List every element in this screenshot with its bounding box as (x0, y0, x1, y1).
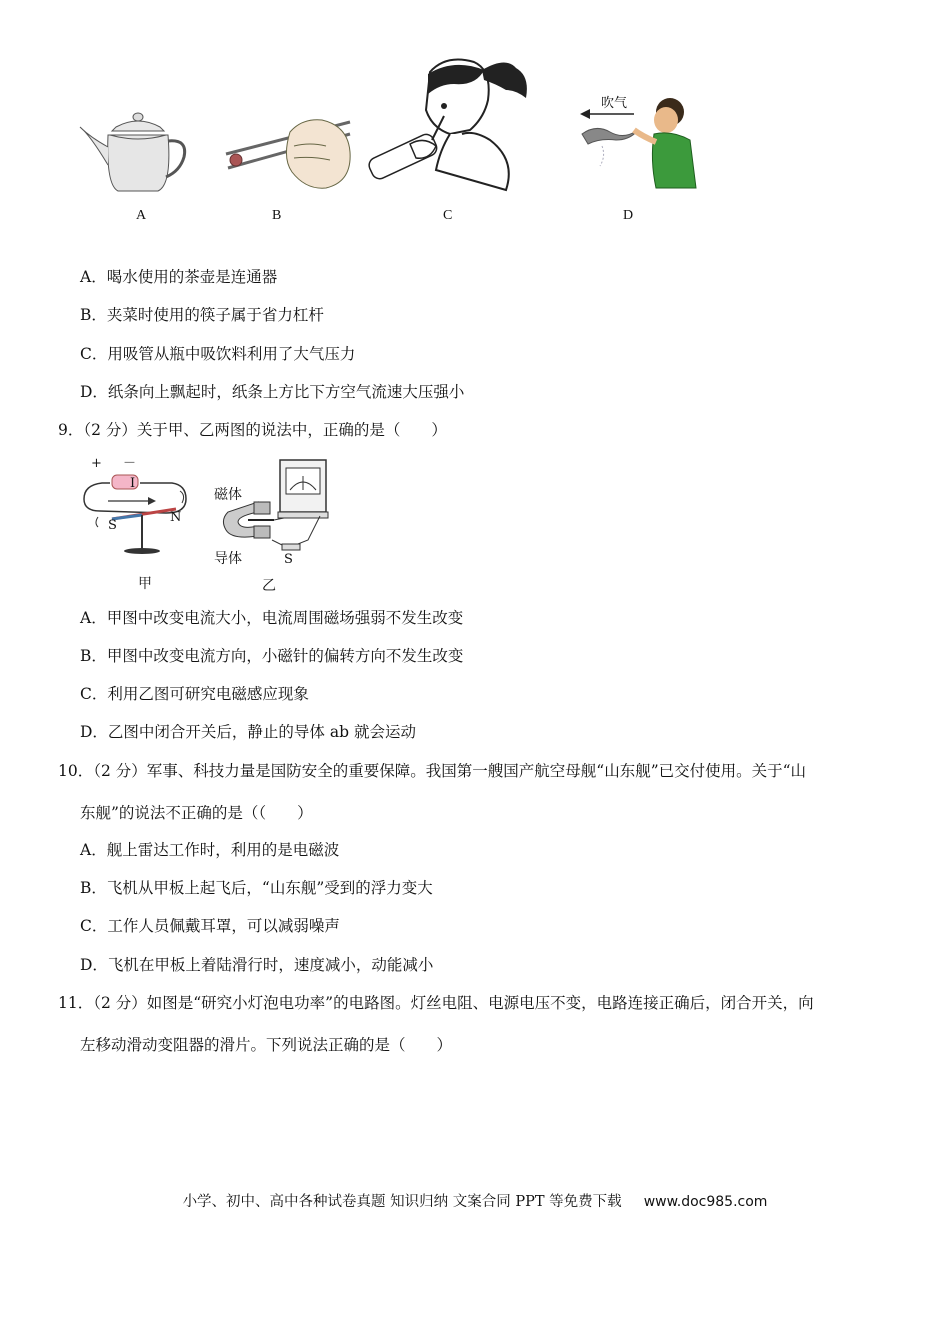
q10-option-a: A．舰上雷达工作时，利用的是电磁波 (80, 841, 340, 859)
figure-label-d: D (623, 208, 634, 223)
q8-option-d: D．纸条向上飘起时，纸条上方比下方空气流速大压强小 (80, 383, 465, 401)
magnet-label: 磁体 (214, 487, 242, 503)
q9-stem: 9．（2 分）关于甲、乙两图的说法中，正确的是（ ） (58, 421, 447, 439)
q10-stem-line2: 东舰”的说法不正确的是（（ ） (80, 804, 313, 822)
girl-drinking-figure (366, 50, 538, 200)
current-label: I (130, 476, 136, 491)
q11-stem-line1: 11．（2 分）如图是“研究小灯泡电功率”的电路图。灯丝电阻、电源电压不变，电路连接正确后，闭合开关，向 (58, 994, 814, 1012)
switch-label: S (284, 552, 293, 567)
q10-stem-line1: 10．（2 分）军事、科技力量是国防安全的重要保障。我国第一艘国产航空母舰“山东舰”已交付使用。关于“山 (58, 762, 807, 780)
figure-label-c: C (443, 208, 453, 223)
q9-option-c: C．利用乙图可研究电磁感应现象 (80, 685, 309, 703)
oersted-figure (80, 455, 200, 565)
q9-option-b: B．甲图中改变电流方向，小磁针的偏转方向不发生改变 (80, 647, 464, 665)
q8-option-b: B．夹菜时使用的筷子属于省力杠杆 (80, 306, 324, 324)
figure-jia-caption: 甲 (138, 576, 152, 592)
plus-terminal-label: + (91, 456, 102, 471)
figure-yi-caption: 乙 (262, 578, 276, 594)
q8-option-a: A．喝水使用的茶壶是连通器 (80, 268, 278, 286)
north-pole-label: N (170, 510, 182, 525)
q10-option-b: B．飞机从甲板上起飞后，“山东舰”受到的浮力变大 (80, 879, 433, 897)
page-footer (0, 1190, 950, 1211)
conductor-label: 导体 (214, 551, 242, 567)
minus-terminal-label: － (123, 456, 137, 471)
figure-label-a: A (136, 208, 147, 223)
blow-air-label: 吹气 (601, 96, 628, 111)
teapot-figure (76, 105, 191, 197)
chopsticks-figure (222, 112, 354, 192)
q9-option-d: D．乙图中闭合开关后，静止的导体 ab 就会运动 (80, 723, 416, 741)
footer-url[interactable]: www.doc985.com (643, 1194, 768, 1210)
footer-text: 小学、初中、高中各种试卷真题 知识归纳 文案合同 PPT 等免费下载 (182, 1194, 622, 1210)
q10-option-c: C．工作人员佩戴耳罩，可以减弱噪声 (80, 917, 340, 935)
figure-label-b: B (272, 208, 282, 223)
q8-option-c: C．用吸管从瓶中吸饮料利用了大气压力 (80, 345, 356, 363)
south-pole-label: S (108, 518, 117, 533)
q9-option-a: A．甲图中改变电流大小，电流周围磁场强弱不发生改变 (80, 609, 464, 627)
boy-blowing-figure (576, 90, 702, 196)
q10-option-d: D．飞机在甲板上着陆滑行时，速度减小，动能减小 (80, 956, 434, 974)
q11-stem-line2: 左移动滑动变阻器的滑片。下列说法正确的是（ ） (80, 1036, 453, 1054)
